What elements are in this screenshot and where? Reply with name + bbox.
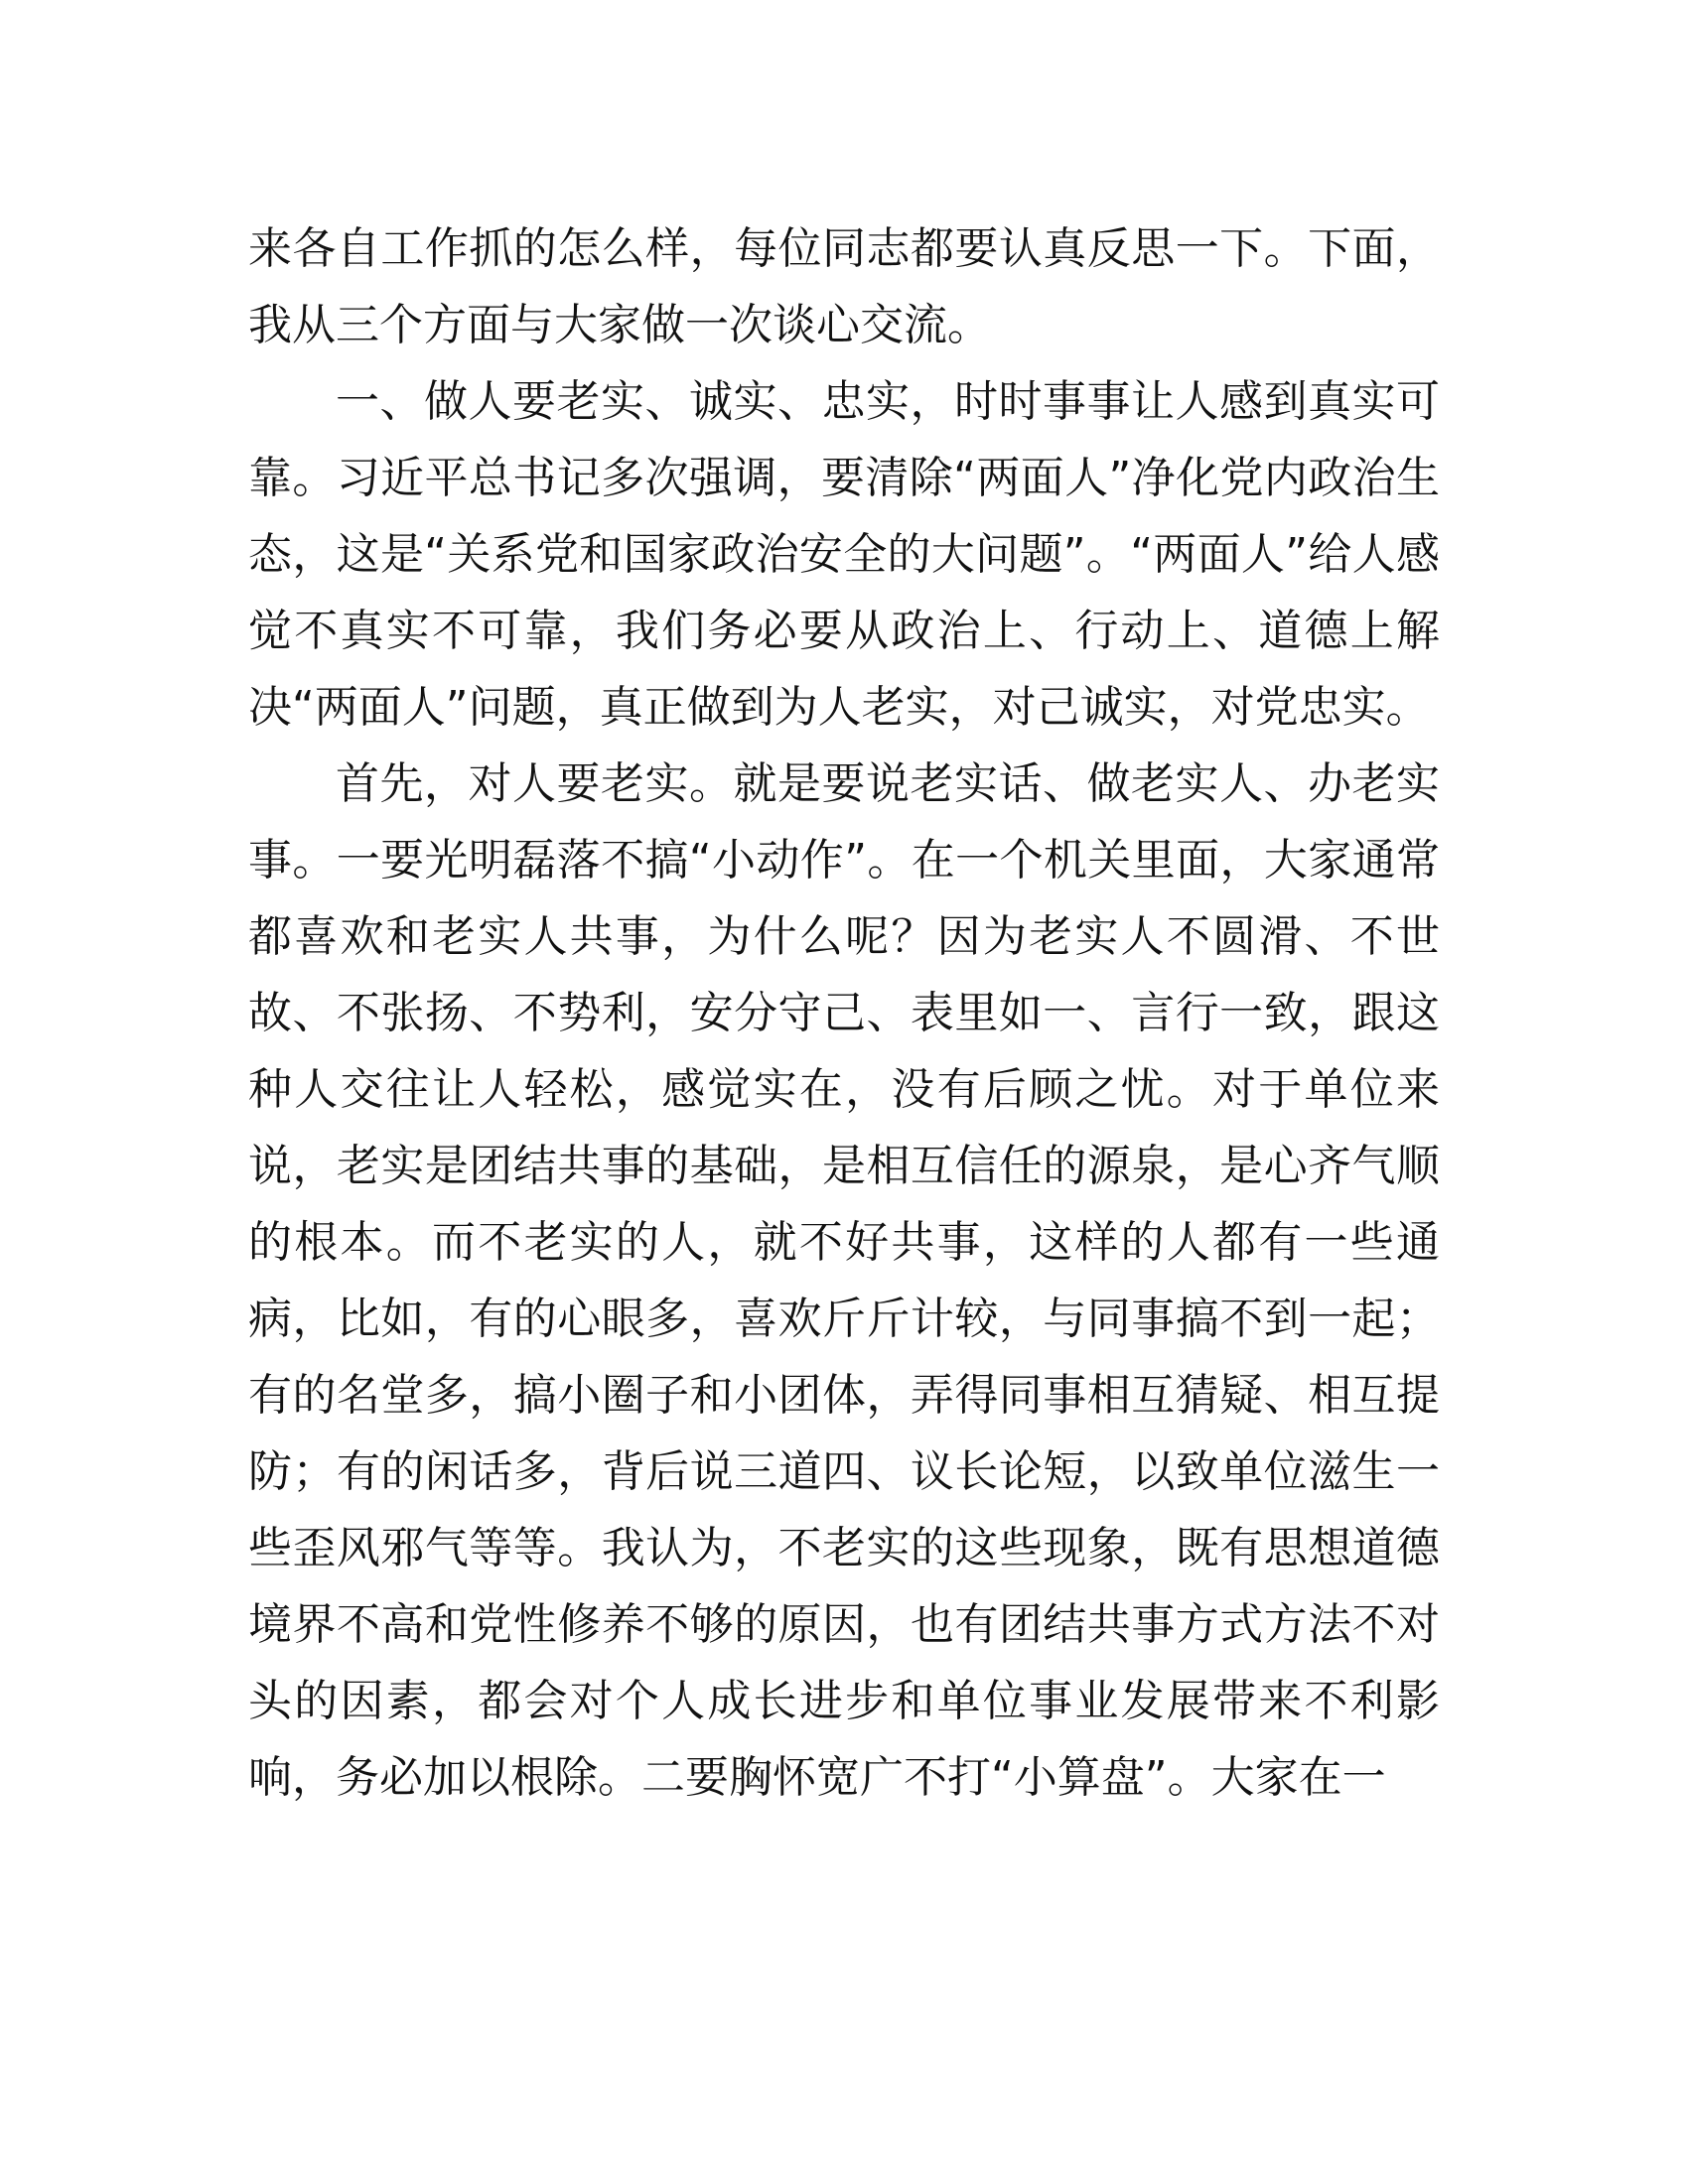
- paragraph-section-one-heading: 一、做人要老实、诚实、忠实，时时事事让人感到真实可靠。习近平总书记多次强调，要清除“两面人”净化党内政治生态，这是“关系党和国家政治安全的大问题”。“两面人”给人感觉不真实不可靠，我们务必要从政治上、行动上、道德上解决“两面人”问题，真正做到为人老实，对己诚实，对党忠实。: [248, 376, 1440, 733]
- paragraph-honesty-to-others: 首先，对人要老实。就是要说老实话、做老实人、办老实事。一要光明磊落不搞“小动作”。在一个机关里面，大家通常都喜欢和老实人共事，为什么呢？因为老实人不圆滑、不世故、不张扬、不势利，安分守己、表里如一、言行一致，跟这种人交往让人轻松，感觉实在，没有后顾之忧。对于单位来说，老实是团结共事的基础，是相互信任的源泉，是心齐气顺的根本。而不老实的人，就不好共事，这样的人都有一些通病，比如，有的心眼多，喜欢斤斤计较，与同事搞不到一起；有的名堂多，搞小圈子和小团体，弄得同事相互猜疑、相互提防；有的闲话多，背后说三道四、议长论短，以致单位滋生一些歪风邪气等等。我认为，不老实的这些现象，既有思想道德境界不高和党性修养不够的原因，也有团结共事方式方法不对头的因素，都会对个人成长进步和单位事业发展带来不利影响，务必加以根除。二要胸怀宽广不打“小算盘”。大家在一: [248, 758, 1440, 1803]
- paragraph-continuation: 来各自工作抓的怎么样，每位同志都要认真反思一下。下面，我从三个方面与大家做一次谈心交流。: [248, 223, 1440, 350]
- body-text: [248, 210, 1440, 1816]
